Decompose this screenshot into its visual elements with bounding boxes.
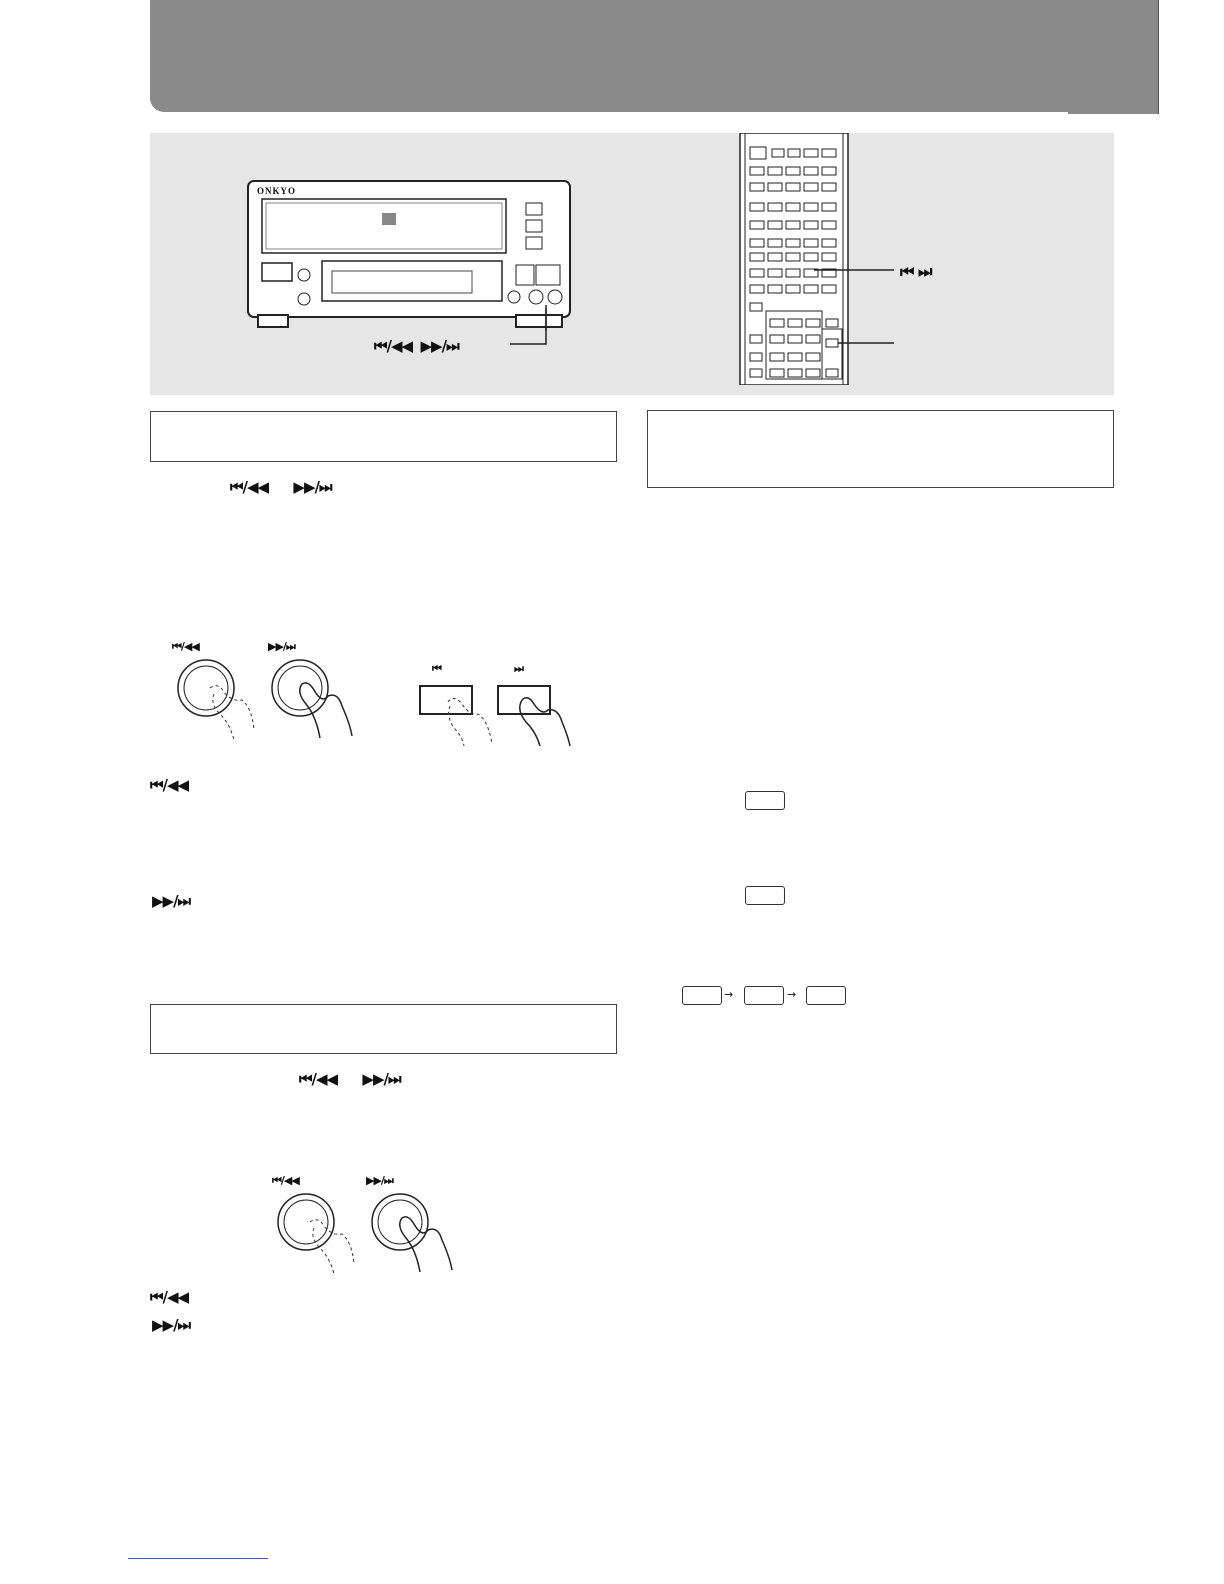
knob-label-prev: ⏮/◀◀ (172, 640, 199, 653)
step-label-next-2: ▶▶/⏭ (152, 1316, 191, 1334)
sequence-key-1 (682, 986, 722, 1005)
remote-key-label-prev: ⏮ (432, 662, 441, 675)
remote-skip-label: ⏮ ⏭ (900, 262, 932, 281)
illustration-panel (150, 133, 1114, 395)
instruction-buttons-2: ⏮/◀◀ ▶▶/⏭ (299, 1070, 401, 1088)
finger-press-remote-icon (418, 684, 588, 746)
sequence-arrow-2: → (787, 988, 797, 1001)
mode-key-1 (745, 791, 785, 810)
finger-press-icon (176, 654, 366, 740)
footer-link-underline[interactable] (128, 1558, 268, 1559)
remote-callout-lines (814, 261, 904, 361)
section-box-3 (647, 410, 1114, 488)
step-label-next: ▶▶/⏭ (152, 892, 191, 910)
step-label-prev: ⏮/◀◀ (150, 776, 189, 794)
finger-press-icon-2 (276, 1188, 466, 1274)
knob-label-next: ▶▶/⏭ (268, 640, 295, 653)
page-edge-rule (1158, 0, 1159, 114)
sequence-key-3 (806, 986, 846, 1005)
section-box-2 (150, 1004, 617, 1054)
mode-key-2 (745, 886, 785, 905)
brand-logo: ONKYO (257, 186, 297, 196)
header-band (150, 0, 1159, 112)
player-skip-label: ⏮/◀◀ ▶▶/⏭ (374, 337, 459, 355)
sequence-arrow-1: → (724, 988, 734, 1001)
knob-label-next-2: ▶▶/⏭ (366, 1174, 393, 1187)
instruction-buttons-1: ⏮/◀◀ ▶▶/⏭ (230, 478, 332, 496)
header-rule (1068, 112, 1159, 114)
player-callout-line (510, 308, 570, 348)
knob-label-prev-2: ⏮/◀◀ (272, 1174, 299, 1187)
sequence-key-2 (744, 986, 784, 1005)
section-box-1 (150, 411, 617, 462)
step-label-prev-2: ⏮/◀◀ (150, 1288, 189, 1306)
remote-key-label-next: ⏭ (514, 662, 523, 675)
